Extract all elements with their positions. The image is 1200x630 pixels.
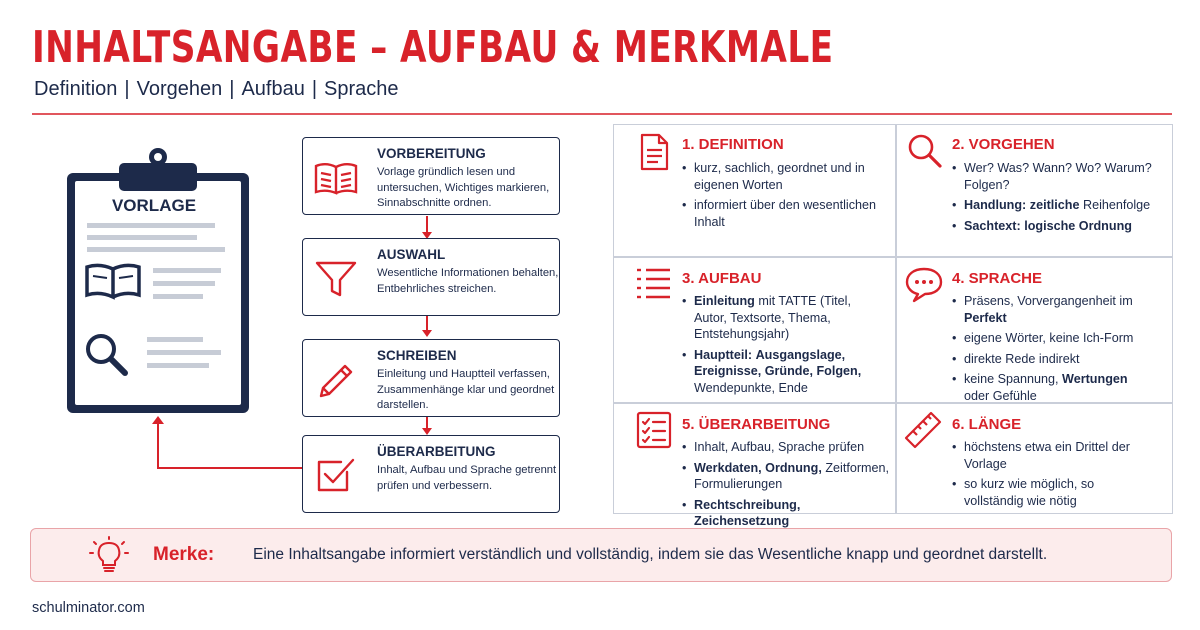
card-list-definition xyxy=(682,160,882,234)
checkbox-icon xyxy=(313,452,359,498)
step-text: Wesentliche Informationen behalten, Entbehrliches streichen. xyxy=(377,267,559,295)
step-title: AUSWAHL xyxy=(377,247,446,262)
arrow-up-to-clipboard xyxy=(152,416,164,424)
list-item: • keine Spannung, Wertungen oder Gefühle xyxy=(952,371,1152,404)
list-item: • Inhalt, Aufbau, Sprache prüfen xyxy=(682,439,892,456)
step-auswahl xyxy=(302,238,560,316)
step-schreiben xyxy=(302,339,560,417)
card-list-ueberarbeitung xyxy=(682,439,892,534)
step-vorbereitung xyxy=(302,137,560,215)
card-title-aufbau: 3. AUFBAU xyxy=(682,270,762,287)
subtitle-separator: | xyxy=(311,78,318,100)
list-item: • kurz, sachlich, geordnet und in eigenen Worten xyxy=(682,160,882,193)
subtitle-item-vorgehen: Vorgehen xyxy=(136,78,223,100)
card-list-vorgehen xyxy=(952,160,1162,238)
list-item: • informiert über den wesentlichen Inhalt xyxy=(682,197,882,230)
step-ueberarbeitung xyxy=(302,435,560,513)
merke-text: Eine Inhaltsangabe informiert verständlich und vollständig, indem sie das Wesentliche knapp und geordnet darstellt. xyxy=(253,546,1048,563)
merke-label: Merke: xyxy=(153,544,215,565)
list-item: • Hauptteil: Ausgangslage, Ereignisse, Gründe, Folgen, Wendepunkte, Ende xyxy=(682,347,872,397)
card-title-ueberarbeitung: 5. ÜBERARBEITUNG xyxy=(682,416,831,433)
list-item: • Präsens, Vorvergangenheit im Perfekt xyxy=(952,293,1152,326)
magnifier-icon xyxy=(905,131,945,171)
card-title-sprache: 4. SPRACHE xyxy=(952,270,1043,287)
document-icon xyxy=(634,132,674,172)
subtitle-item-definition: Definition xyxy=(34,78,118,100)
list-item: • Handlung: zeitliche Reihenfolge xyxy=(952,197,1162,214)
speech-bubble-icon xyxy=(904,264,944,304)
open-book-icon xyxy=(313,154,359,200)
list-item: • direkte Rede indirekt xyxy=(952,351,1152,368)
list-item: • Wer? Was? Wann? Wo? Warum? Folgen? xyxy=(952,160,1162,193)
step-title: ÜBERARBEITUNG xyxy=(377,444,496,459)
step-title: SCHREIBEN xyxy=(377,348,457,363)
list-item: • Einleitung mit TATTE (Titel, Autor, Textsorte, Thema, Entstehungsjahr) xyxy=(682,293,872,343)
checklist-icon xyxy=(634,410,674,450)
card-title-definition: 1. DEFINITION xyxy=(682,136,784,153)
list-item: • Rechtschreibung, Zeichensetzung xyxy=(682,497,892,530)
arrow-down-2 xyxy=(422,330,432,337)
list-item: • Werkdaten, Ordnung, Zeitformen, Formulierungen xyxy=(682,460,892,493)
subtitle-separator: | xyxy=(229,78,235,100)
card-list-laenge xyxy=(952,439,1152,513)
card-title-vorgehen: 2. VORGEHEN xyxy=(952,136,1055,153)
subtitle-separator: | xyxy=(124,78,130,100)
clipboard-label: VORLAGE xyxy=(111,196,197,215)
list-item: • so kurz wie möglich, so vollständig wie nötig xyxy=(952,476,1152,509)
card-list-aufbau xyxy=(682,293,872,400)
step-text: Einleitung und Hauptteil verfassen, Zusammenhänge klar und geordnet darstellen. xyxy=(377,368,555,411)
list-item: • Sachtext: logische Ordnung xyxy=(952,218,1162,235)
pencil-icon xyxy=(313,356,359,402)
page-title: INHALTSANGABE – AUFBAU & MERKMALE xyxy=(32,22,834,73)
step-title: VORBEREITUNG xyxy=(377,146,486,161)
subtitle-item-aufbau: Aufbau xyxy=(241,78,305,100)
footer-site: schulminator.com xyxy=(32,600,145,616)
card-list-sprache xyxy=(952,293,1152,408)
grid-divider xyxy=(613,256,1173,258)
subtitle-item-sprache: Sprache xyxy=(324,78,399,100)
merke-box xyxy=(30,528,1172,582)
lightbulb-icon xyxy=(89,536,129,576)
list-icon xyxy=(634,264,674,304)
list-item: • eigene Wörter, keine Ich-Form xyxy=(952,330,1152,347)
ruler-icon xyxy=(903,410,943,450)
funnel-icon xyxy=(313,255,359,301)
list-item: • höchstens etwa ein Drittel der Vorlage xyxy=(952,439,1152,472)
grid-divider xyxy=(895,124,897,514)
step-text: Vorlage gründlich lesen und untersuchen, Wichtiges markieren, Sinnabschnitte ordnen. xyxy=(377,166,550,209)
step-text: Inhalt, Aufbau und Sprache getrennt prüfen und verbessern. xyxy=(377,464,557,492)
card-title-laenge: 6. LÄNGE xyxy=(952,416,1022,433)
arrow-down-3 xyxy=(422,428,432,435)
